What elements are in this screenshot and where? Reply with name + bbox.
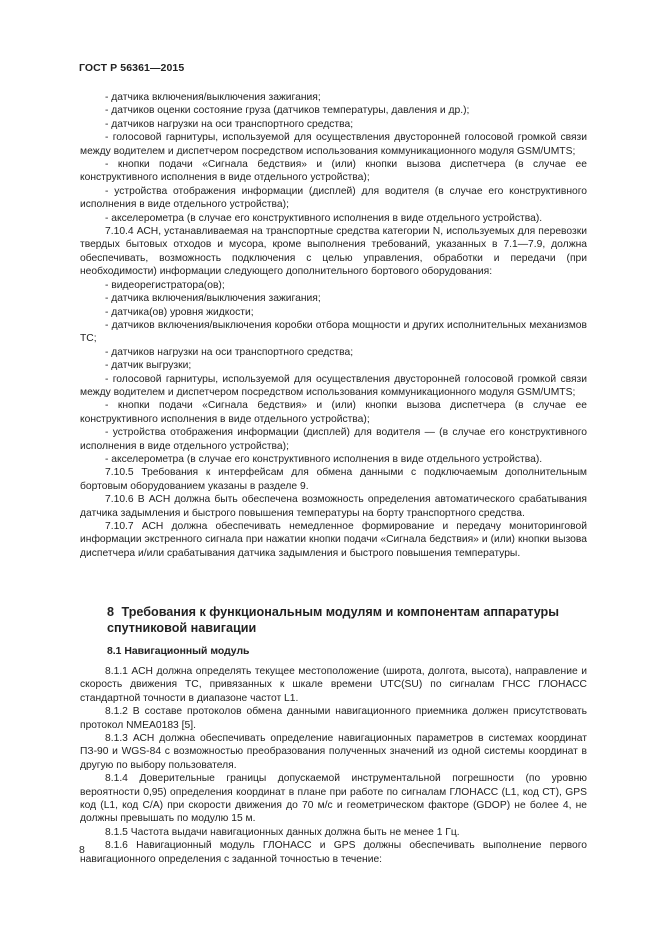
paragraph: 8.1.4 Доверительные границы допускаемой инструментальной погрешности (по уровню вероятности 0,95) определения координат в плане при работе по сигналам ГЛОНАСС (L1, код СТ), GPS код (L1, код С/А) при скорости движения до 70 м/с и геометрическом факторе (GDOP) не более 4, не должны превышать по модулю 15 м. (80, 773, 587, 825)
section-8-heading (107, 604, 587, 636)
text-block-section-7 (80, 91, 587, 560)
paragraph: - датчика включения/выключения зажигания; (105, 293, 321, 305)
paragraph: 8.1.3 АСН должна обеспечивать определение навигационных параметров в системах координат ПЗ-90 и WGS-84 с возможностью преобразования полученных значений из одной системы координат в другую по выбору пользователя. (80, 733, 587, 771)
paragraph: - акселерометра (в случае его конструктивного исполнения в виде отдельного устройства). (105, 212, 543, 224)
paragraph: - датчиков включения/выключения коробки отбора мощности и других исполнительных механизмов ТС; (80, 319, 587, 345)
document-header: ГОСТ Р 56361—2015 (79, 62, 185, 74)
paragraph: 8.1.6 Навигационный модуль ГЛОНАСС и GPS должны обеспечивать выполнение первого навигационного определения с заданной точностью в течение: (80, 840, 587, 865)
paragraph: 7.10.6 В АСН должна быть обеспечена возможность определения автоматического срабатывания датчика задымления и быстрого повышения температуры на борту транспортного средства. (80, 494, 587, 519)
paragraph: 7.10.4 АСН, устанавливаемая на транспортные средства категории N, используемых для перевозки твердых бытовых отходов и мусора, кроме выполнения требований, указанных в 7.1—7.9, должна обеспечивать, возможность подключения с целью управления, обработки и передачи (при необходимости) информации следующего дополнительного бортового оборудования: (80, 226, 587, 278)
paragraph: - датчик выгрузки; (105, 360, 192, 372)
paragraph: - акселерометра (в случае его конструктивного исполнения в виде отдельного устройства). (105, 453, 543, 465)
paragraph: - датчиков нагрузки на оси транспортного средства; (105, 346, 354, 358)
paragraph: - датчиков нагрузки на оси транспортного средства; (105, 118, 354, 130)
paragraph: - кнопки подачи «Сигнала бедствия» и (или) кнопки вызова диспетчера (в случае ее конструктивного исполнения в виде отдельного устройства); (80, 159, 587, 184)
paragraph: 8.1.5 Частота выдачи навигационных данных должна быть не менее 1 Гц. (105, 826, 460, 838)
paragraph: - датчика включения/выключения зажигания; (105, 92, 321, 103)
paragraph: - устройства отображения информации (дисплей) для водителя (в случае его конструктивного исполнения в виде отдельного устройства); (80, 185, 587, 211)
paragraph: 7.10.5 Требования к интерфейсам для обмена данными с подключаемым дополнительным бортовым оборудованием указаны в разделе 9. (80, 467, 587, 492)
paragraph: 8.1.1 АСН должна определять текущее местоположение (широта, долгота, высота), направление и скорость движения ТС, привязанных к шкале времени UTC(SU) по сигналам ГНСС ГЛОНАСС стандартной точности в диапазоне частот L1. (80, 666, 587, 704)
subsection-8-1-heading: 8.1 Навигационный модуль (107, 646, 250, 657)
paragraph: - голосовой гарнитуры, используемой для осуществления двусторонней голосовой громкой связи между водителем и диспетчером посредством использования коммуникационного модуля GSM/UMTS; (80, 132, 587, 157)
paragraph: - кнопки подачи «Сигнала бедствия» и (или) кнопки вызова диспетчера (в случае ее конструктивного исполнения в виде отдельного устройства); (80, 400, 587, 425)
text-block-section-8-1 (80, 665, 587, 866)
paragraph: - голосовой гарнитуры, используемой для осуществления двусторонней голосовой громкой связи между водителем и диспетчером посредством использования коммуникационного модуля GSM/UMTS; (80, 373, 587, 398)
paragraph: 7.10.7 АСН должна обеспечивать немедленное формирование и передачу мониторинговой информации экстренного сигнала при нажатии кнопки подачи «Сигнала бедствия» и (или) кнопки вызова диспетчера и/или срабатывания датчика задымления и быстрого повышения температуры. (80, 521, 587, 559)
paragraph: - датчиков оценки состояние груза (датчиков температуры, давления и др.); (105, 105, 470, 117)
paragraph: - устройства отображения информации (дисплей) для водителя — (в случае его конструктивного исполнения в виде отдельного устройства); (80, 427, 587, 452)
page-number: 8 (79, 844, 85, 856)
paragraph: - видеорегистратора(ов); (105, 279, 225, 291)
section-title: Требования к функциональным модулям и компонентам аппаратуры спутниковой навигации (107, 605, 560, 635)
paragraph: - датчика(ов) уровня жидкости; (105, 306, 254, 318)
paragraph: 8.1.2 В составе протоколов обмена данными навигационного приемника должен присутствовать протокол NMEA0183 [5]. (80, 706, 587, 731)
section-number: 8 (107, 605, 115, 619)
